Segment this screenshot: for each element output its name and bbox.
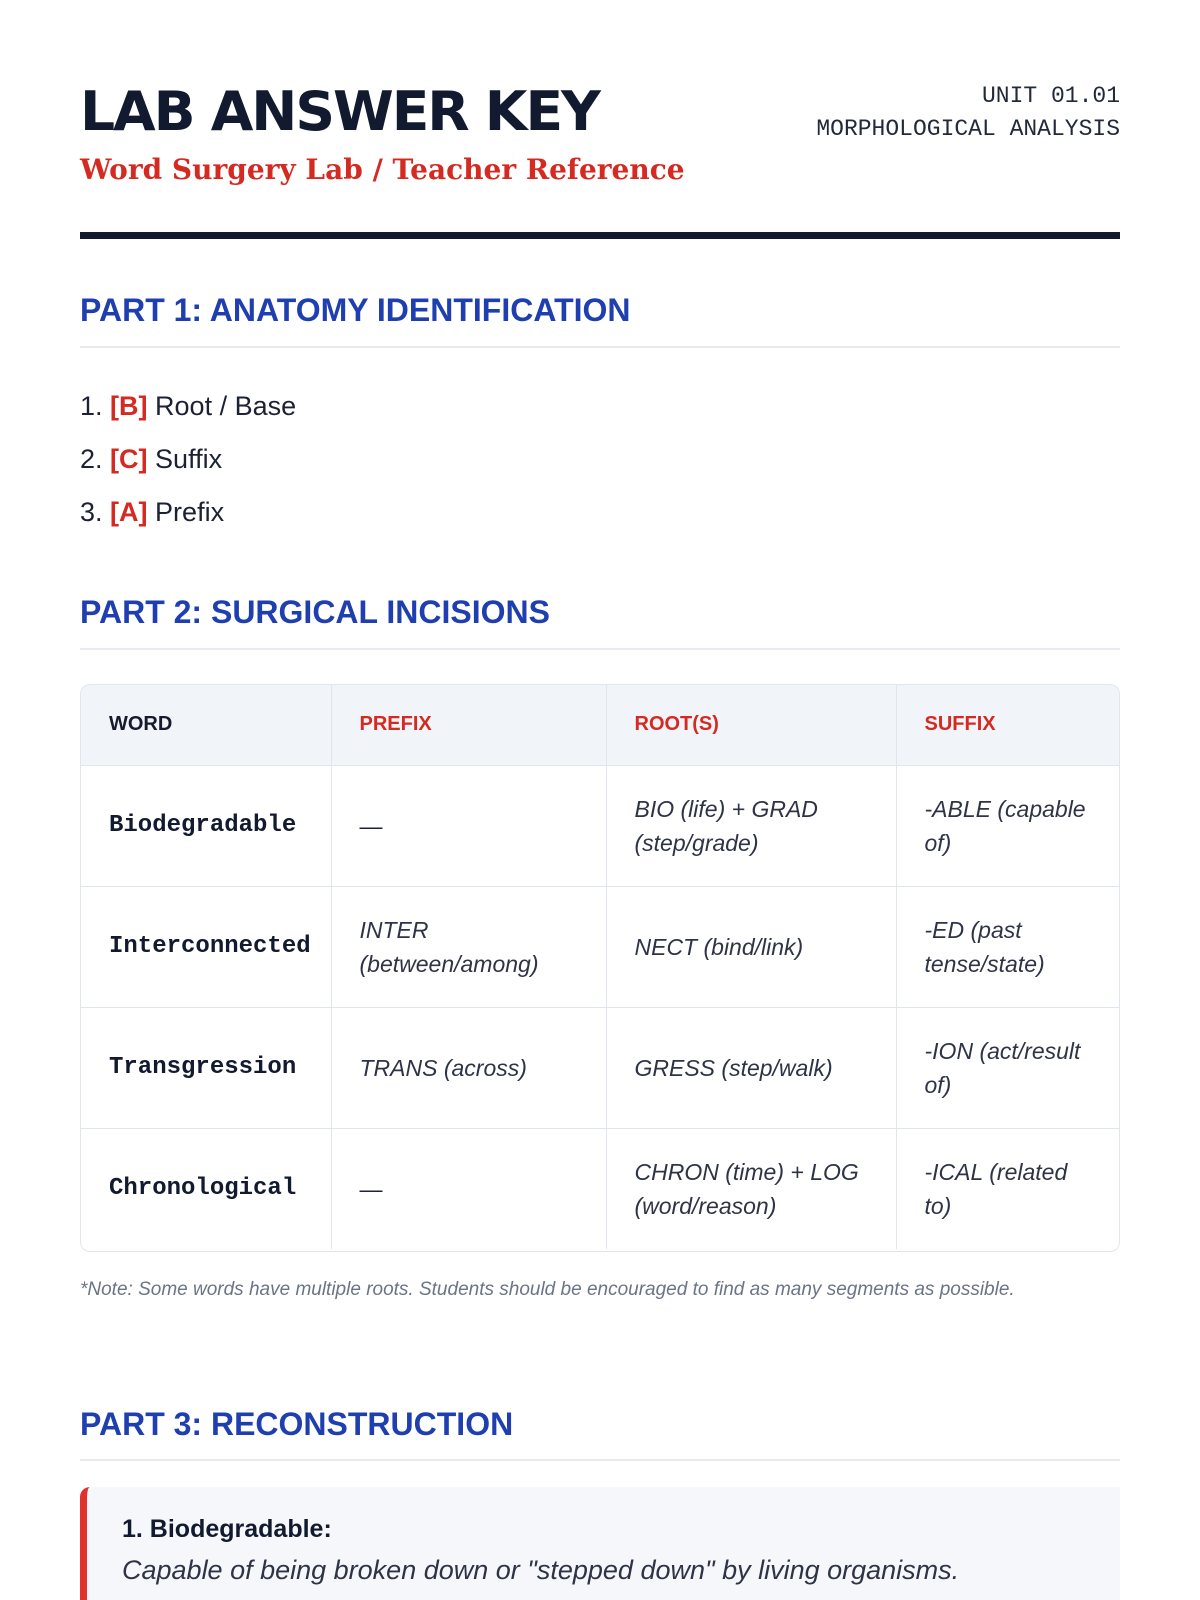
word-cell: Chronological [81, 1128, 331, 1249]
answer-letter: [C] [110, 444, 148, 474]
page-subtitle: Word Surgery Lab / Teacher Reference [80, 153, 685, 186]
answer-letter: [A] [110, 497, 148, 527]
table-header-row [81, 685, 1119, 765]
table-row [81, 1128, 1119, 1249]
word-cell: Biodegradable [81, 765, 331, 886]
part3-divider [80, 1459, 1120, 1461]
unit-code: UNIT 01.01 [981, 83, 1120, 109]
roots-cell: NECT (bind/link) [606, 886, 896, 1007]
answer-text: Root / Base [155, 391, 297, 421]
word-cell: Interconnected [81, 886, 331, 1007]
part2-title: PART 2: SURGICAL INCISIONS [80, 594, 550, 630]
suffix-cell: -ION (act/result of) [896, 1007, 1119, 1128]
table-note: *Note: Some words have multiple roots. Students should be encouraged to find as many segments as possible. [80, 1279, 1015, 1300]
roots-cell: BIO (life) + GRAD (step/grade) [606, 765, 896, 886]
page-header [80, 0, 1120, 240]
answer-text: Suffix [155, 444, 223, 474]
answer-key-page [80, 0, 1120, 1585]
table-row [81, 886, 1119, 1007]
list-item [80, 486, 296, 539]
roots-cell: GRESS (step/walk) [606, 1007, 896, 1128]
unit-topic: MORPHOLOGICAL ANALYSIS [816, 116, 1120, 142]
table-row [81, 765, 1119, 886]
column-header-prefix: PREFIX [331, 685, 606, 765]
suffix-cell: -ICAL (related to) [896, 1128, 1119, 1249]
answer-text: Prefix [155, 497, 225, 527]
suffix-cell: -ED (past tense/state) [896, 886, 1119, 1007]
table-row [81, 1007, 1119, 1128]
column-header-suffix: SUFFIX [896, 685, 1119, 765]
reconstruction-card [80, 1487, 1120, 1600]
roots-cell: CHRON (time) + LOG (word/reason) [606, 1128, 896, 1249]
answer-letter: [B] [110, 391, 148, 421]
reconstruction-heading: 1. Biodegradable: [122, 1515, 332, 1543]
item-number: 1. [80, 391, 103, 421]
word-cell: Transgression [81, 1007, 331, 1128]
item-number: 2. [80, 444, 103, 474]
suffix-cell: -ABLE (capable of) [896, 765, 1119, 886]
page-title: LAB ANSWER KEY [80, 80, 599, 143]
incisions-table [80, 684, 1120, 1252]
part3-title: PART 3: RECONSTRUCTION [80, 1406, 514, 1442]
unit-meta [816, 80, 1120, 146]
part1-title: PART 1: ANATOMY IDENTIFICATION [80, 292, 631, 328]
column-header-word: WORD [81, 685, 331, 765]
item-number: 3. [80, 497, 103, 527]
prefix-cell: TRANS (across) [331, 1007, 606, 1128]
part2-divider [80, 648, 1120, 650]
prefix-cell: INTER (between/among) [331, 886, 606, 1007]
column-header-roots: ROOT(S) [606, 685, 896, 765]
reconstruction-definition: Capable of being broken down or "stepped down" by living organisms. [122, 1555, 960, 1585]
prefix-cell: — [331, 1128, 606, 1249]
list-item [80, 433, 296, 486]
list-item [80, 380, 296, 433]
part1-answer-list [80, 380, 296, 539]
prefix-cell: — [331, 765, 606, 886]
part1-divider [80, 346, 1120, 348]
header-divider [80, 232, 1120, 239]
